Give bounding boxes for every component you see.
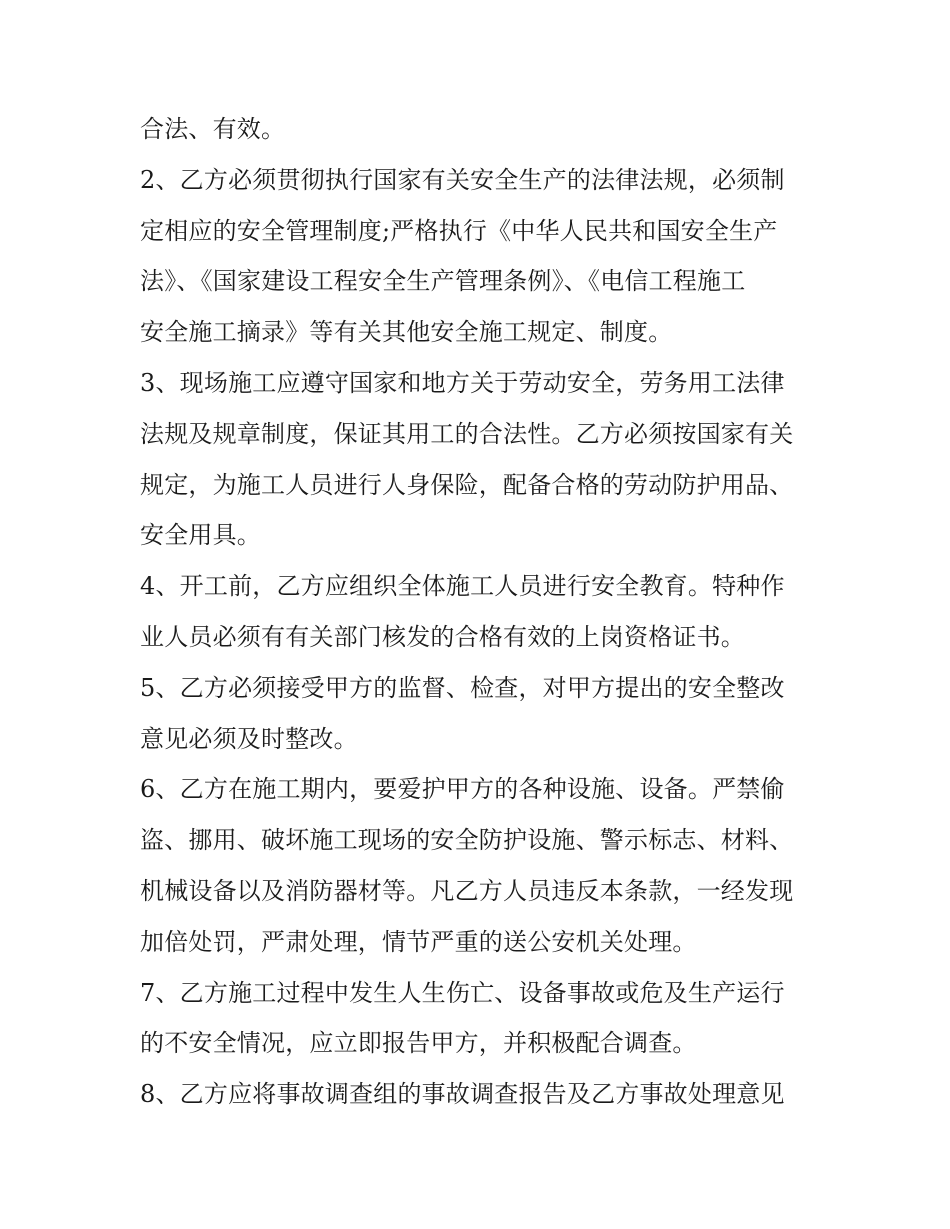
- text-line: 规定，为施工人员进行人身保险，配备合格的劳动防护用品、: [140, 470, 794, 499]
- text-line: 的不安全情况，应立即报告甲方，并积极配合调查。: [140, 1029, 697, 1058]
- text-line: 6、乙方在施工期内，要爱护甲方的各种设施、设备。严禁偷: [140, 775, 785, 804]
- text-line: 盗、挪用、破坏施工现场的安全防护设施、警示标志、材料、: [140, 826, 794, 855]
- text-line: 法规及规章制度，保证其用工的合法性。乙方必须按国家有关: [140, 419, 794, 448]
- text-line: 加倍处罚，严肃处理，情节严重的送公安机关处理。: [140, 927, 697, 956]
- text-line: 安全用具。: [140, 521, 261, 550]
- text-line: 安全施工摘录》等有关其他安全施工规定、制度。: [140, 318, 673, 347]
- text-line: 合法、有效。: [140, 115, 286, 143]
- document-body: [140, 104, 820, 1120]
- text-line: 法》、《国家建设工程安全生产管理条例》、《电信工程施工: [140, 267, 746, 296]
- text-line: 5、乙方必须接受甲方的监督、检查，对甲方提出的安全整改: [140, 673, 785, 702]
- text-line: 3、现场施工应遵守国家和地方关于劳动安全，劳务用工法律: [140, 368, 785, 397]
- text-line: 意见必须及时整改。: [140, 724, 358, 753]
- text-line: 机械设备以及消防器材等。凡乙方人员违反本条款，一经发现: [140, 876, 794, 905]
- text-line: 业人员必须有有关部门核发的合格有效的上岗资格证书。: [140, 622, 745, 651]
- text-line: 4、开工前，乙方应组织全体施工人员进行安全教育。特种作: [140, 572, 785, 601]
- text-line: 7、乙方施工过程中发生人生伤亡、设备事故或危及生产运行: [140, 978, 785, 1007]
- text-line: 定相应的安全管理制度;严格执行《中华人民共和国安全生产: [140, 216, 778, 245]
- text-line: 8、乙方应将事故调查组的事故调查报告及乙方事故处理意见: [140, 1080, 785, 1109]
- text-line: 2、乙方必须贯彻执行国家有关安全生产的法律法规，必须制: [140, 165, 785, 194]
